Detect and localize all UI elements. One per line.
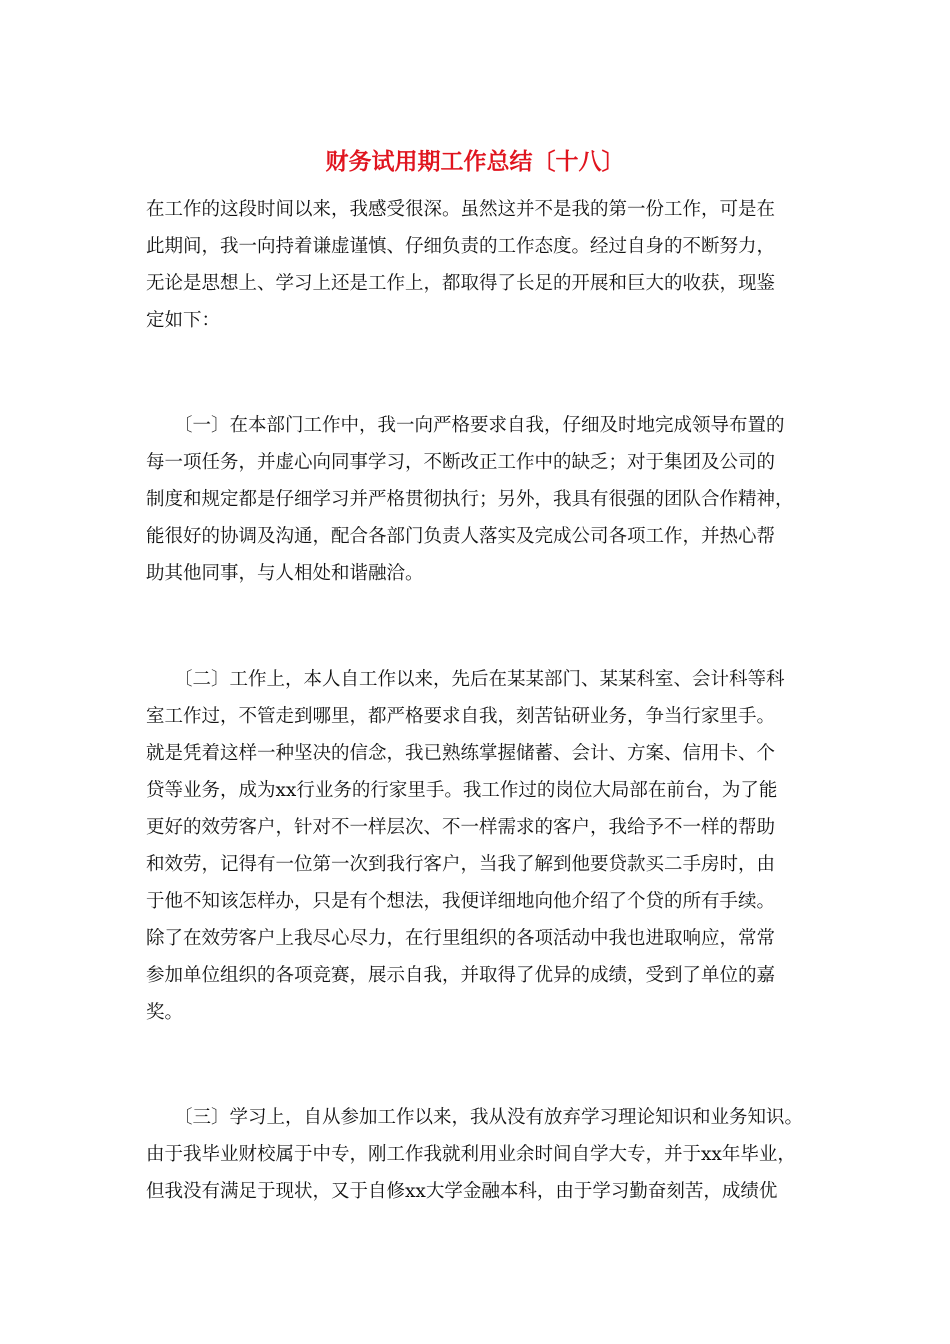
- paragraph-line: 室工作过，不管走到哪里，都严格要求自我，刻苦钻研业务，争当行家里手。: [146, 706, 776, 727]
- paragraph-line: 无论是思想上、学习上还是工作上，都取得了长足的开展和巨大的收获，现鉴: [146, 273, 776, 294]
- paragraph-line: 〔三〕学习上，自从参加工作以来，我从没有放弃学习理论知识和业务知识。: [174, 1107, 804, 1128]
- paragraph-line: 定如下：: [146, 310, 221, 331]
- paragraph-line: 每一项任务，并虚心向同事学习，不断改正工作中的缺乏；对于集团及公司的: [146, 452, 776, 473]
- document-title: 财务试用期工作总结〔十八〕: [325, 148, 625, 175]
- paragraph-line: 就是凭着这样一种坚决的信念，我已熟练掌握储蓄、会计、方案、信用卡、个: [146, 743, 776, 764]
- paragraph-line: 奖。: [146, 1002, 184, 1023]
- paragraph-line: 于他不知该怎样办，只是有个想法，我便详细地向他介绍了个贷的所有手续。: [146, 891, 776, 912]
- paragraph-line: 此期间，我一向持着谦虚谨慎、仔细负责的工作态度。经过自身的不断努力，: [146, 236, 776, 257]
- paragraph-line: 更好的效劳客户，针对不一样层次、不一样需求的客户，我给予不一样的帮助: [146, 817, 776, 838]
- paragraph-line: 能很好的协调及沟通，配合各部门负责人落实及完成公司各项工作，并热心帮: [146, 526, 776, 547]
- paragraph-line: 和效劳，记得有一位第一次到我行客户，当我了解到他要贷款买二手房时，由: [146, 854, 776, 875]
- paragraph-line: 除了在效劳客户上我尽心尽力，在行里组织的各项活动中我也进取响应，常常: [146, 928, 776, 949]
- paragraph-line: 〔一〕在本部门工作中，我一向严格要求自我，仔细及时地完成领导布置的: [174, 415, 785, 436]
- paragraph-line: 在工作的这段时间以来，我感受很深。虽然这并不是我的第一份工作，可是在: [146, 199, 776, 220]
- paragraph-line: 参加单位组织的各项竞赛，展示自我，并取得了优异的成绩，受到了单位的嘉: [146, 965, 776, 986]
- paragraph-line: 制度和规定都是仔细学习并严格贯彻执行；另外，我具有很强的团队合作精神，: [146, 489, 794, 510]
- paragraph-line: 助其他同事，与人相处和谐融洽。: [146, 563, 424, 584]
- paragraph-line: 〔二〕工作上，本人自工作以来，先后在某某部门、某某科室、会计科等科: [174, 669, 785, 690]
- paragraph-line: 由于我毕业财校属于中专，刚工作我就利用业余时间自学大专，并于xx年毕业，: [146, 1144, 796, 1165]
- paragraph-line: 贷等业务，成为xx行业务的行家里手。我工作过的岗位大局部在前台，为了能: [146, 780, 778, 801]
- paragraph-line: 但我没有满足于现状，又于自修xx大学金融本科，由于学习勤奋刻苦，成绩优: [146, 1181, 778, 1202]
